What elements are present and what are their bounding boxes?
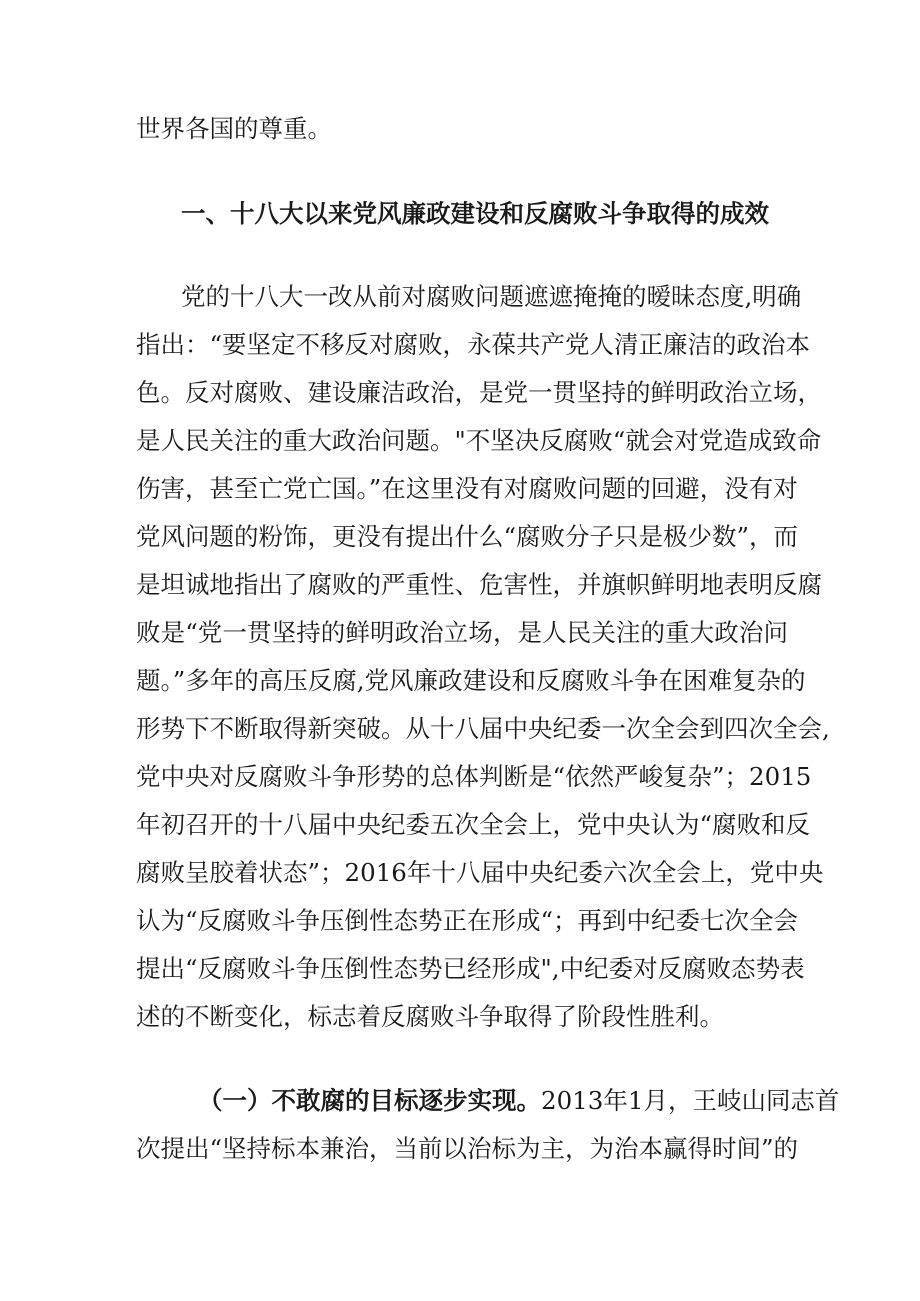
text-line: 伤害，甚至亡党亡国。”在这里没有对腐败问题的回避，没有对 [136,474,798,503]
text-line: 提出“反腐败斗争压倒性态势已经形成",中纪委对反腐败态势表 [136,954,805,983]
text-line: 是坦诚地指出了腐败的严重性、危害性，并旗帜鲜明地表明反腐 [136,570,822,599]
text-line: 述的不断变化，标志着反腐败斗争取得了阶段性胜利。 [136,1002,724,1031]
text-line: 世界各国的尊重。 [136,114,332,143]
text-line: 腐败呈胶着状态”；2016年十八届中央纪委六次全会上，党中央 [136,858,824,887]
text-line: 题。”多年的高压反腐,党风廉政建设和反腐败斗争在困难复杂的 [136,666,806,695]
text-run: 2013年1月，王岐山同志首 [541,1086,840,1115]
text-line [198,1084,840,1118]
section-heading: 一、十八大以来党风廉政建设和反腐败斗争取得的成效 [181,199,769,228]
text-line: 党中央对反腐败斗争形势的总体判断是“依然严峻复杂”；2015 [136,762,812,791]
text-line: 次提出“坚持标本兼治，当前以治标为主，为治本赢得时间”的 [136,1134,799,1163]
text-line: 指出：“要坚定不移反对腐败，永葆共产党人清正廉洁的政治本 [136,330,811,359]
text-line: 认为“反腐败斗争压倒性态势正在形成“；再到中纪委七次全会 [136,906,799,935]
text-line: 年初召开的十八届中央纪委五次全会上，党中央认为“腐败和反 [136,810,811,839]
text-line: 色。反对腐败、建设廉洁政治，是党一贯坚持的鲜明政治立场， [136,378,822,407]
text-line: 是人民关注的重大政治问题。"不坚决反腐败“就会对党造成致命 [136,426,822,455]
subsection-heading: （一）不敢腐的目标逐步实现。 [198,1086,541,1115]
text-line: 形势下不断取得新突破。从十八届中央纪委一次全会到四次全会, [136,714,830,743]
text-line: 败是“党一贯坚持的鲜明政治立场，是人民关注的重大政治问 [136,618,788,647]
text-line: 党风问题的粉饰，更没有提出什么“腐败分子只是极少数”，而 [136,522,799,551]
text-line: 党的十八大一改从前对腐败问题遮遮掩掩的暧昧态度,明确 [181,282,802,311]
